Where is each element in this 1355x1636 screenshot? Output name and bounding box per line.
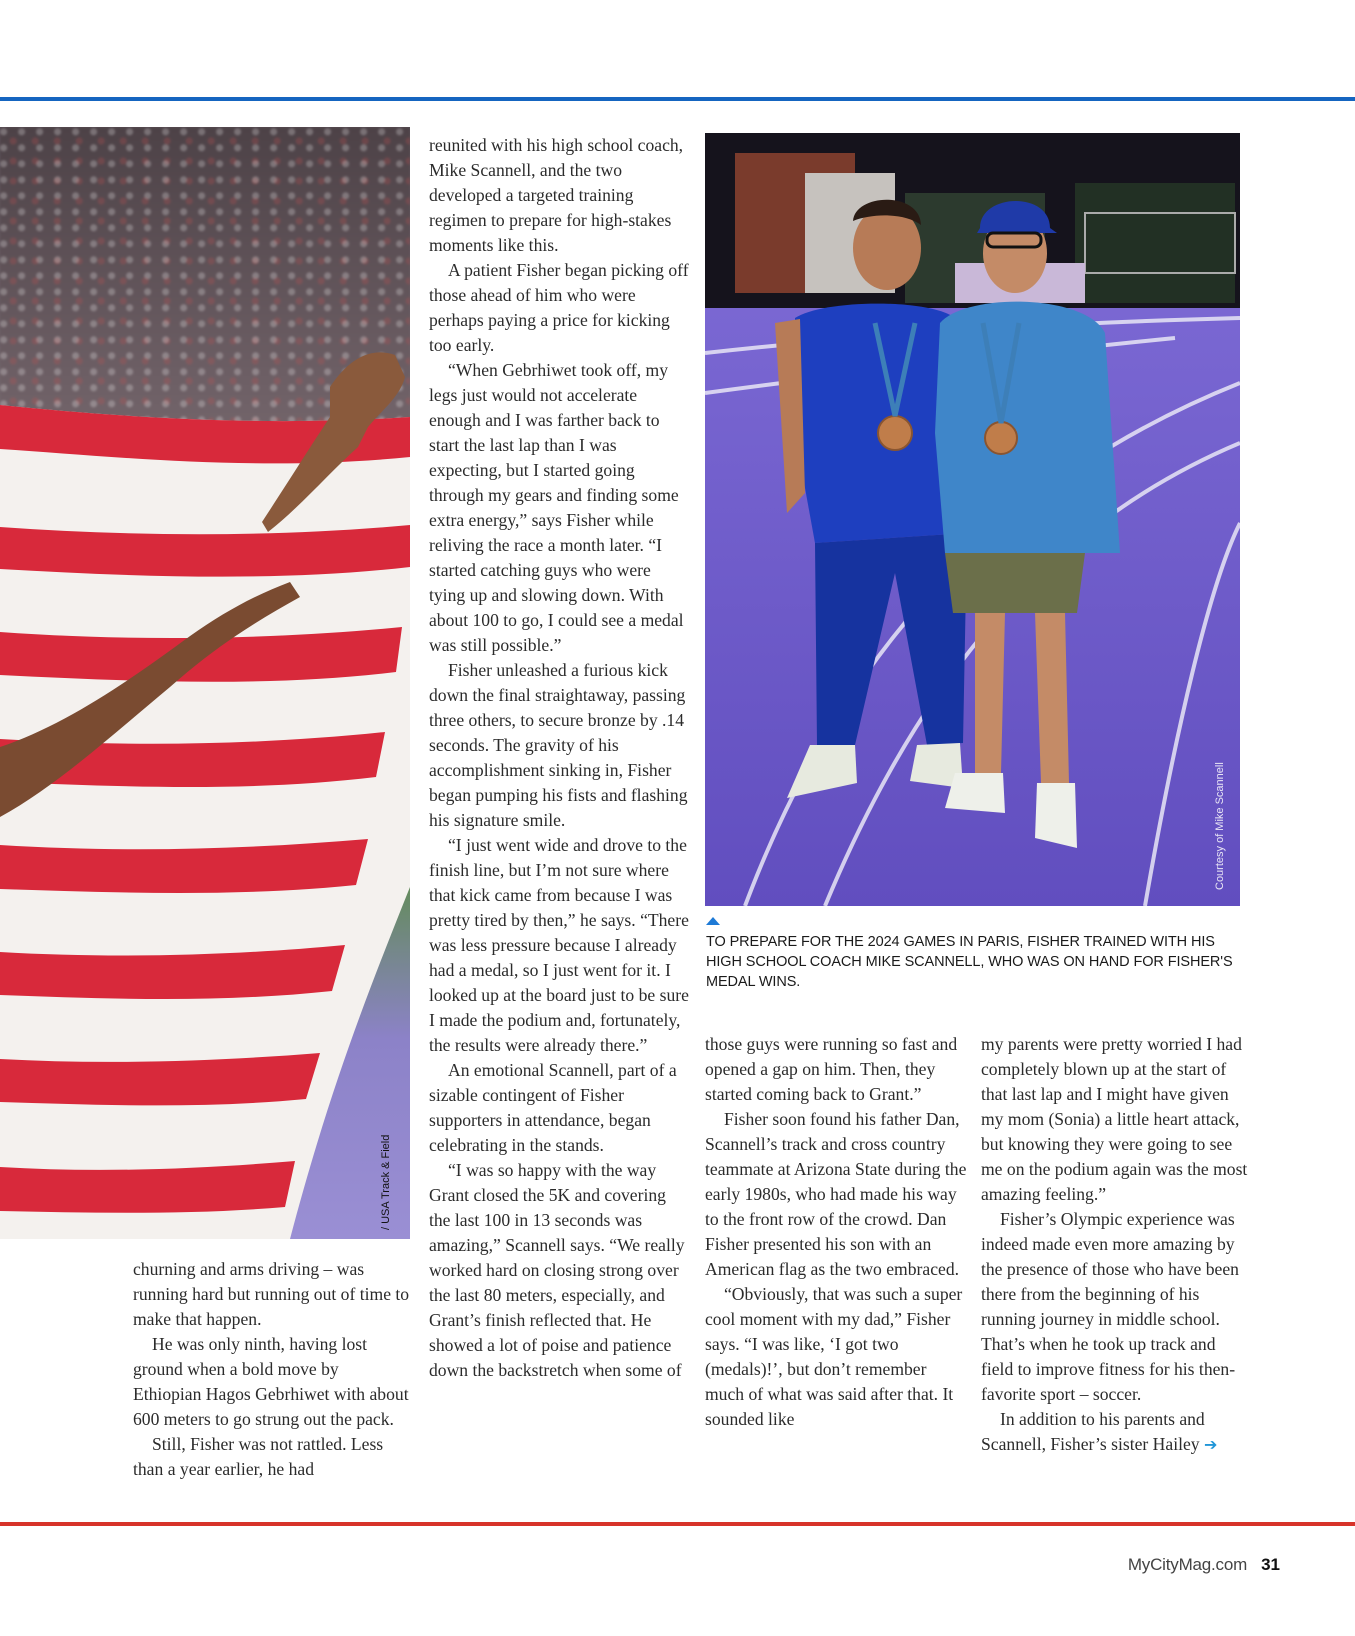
paragraph [981, 1407, 1251, 1457]
continue-arrow-icon: ➔ [1204, 1435, 1218, 1454]
article-column-4 [981, 1032, 1251, 1457]
paragraph: my parents were pretty worried I had completely blown up at the start of that last lap and I might have given my mom (Sonia) a little heart attack, but knowing they were going to see me on the podium again was the most amazing feeling.” [981, 1034, 1248, 1204]
flag-photo-credit: / USA Track & Field [380, 1134, 392, 1230]
caption-arrow-icon [706, 917, 720, 925]
article-column-1 [133, 1257, 411, 1482]
article-column-2 [429, 133, 689, 1383]
page-footer [1128, 1555, 1280, 1575]
paragraph: A patient Fisher began picking off those ahead of him who were perhaps paying a price for kicking too early. [429, 260, 689, 355]
paragraph: reunited with his high school coach, Mike Scannell, and the two developed a targeted training regimen to prepare for high-stakes moments like this. [429, 135, 684, 255]
american-flag-illustration [0, 127, 410, 1239]
athletes-photo-credit: Courtesy of Mike Scannell [1214, 762, 1226, 890]
athletes-photo [705, 133, 1240, 906]
paragraph: churning and arms driving – was running hard but running out of time to make that happen. [133, 1259, 410, 1329]
flag-photo [0, 127, 410, 1239]
article-column-3 [705, 1032, 968, 1432]
paragraph: He was only ninth, having lost ground when a bold move by Ethiopian Hagos Gebrhiwet with about 600 meters to go strung out the pack. [133, 1334, 409, 1429]
page-number: 31 [1261, 1555, 1280, 1574]
website-label: MyCityMag.com [1127, 1555, 1248, 1574]
paragraph: “When Gebrhiwet took off, my legs just would not accelerate enough and I was farther back to start the last lap than I was expecting, but I started going through my gears and finding some extra energy,” says Fisher while reliving the race a month later. “I started catching guys who were tying up and slowing down. With about 100 to go, I could see a medal was still possible.” [429, 360, 684, 655]
paragraph: Fisher unleashed a furious kick down the final straightaway, passing three others, to secure bronze by .14 seconds. The gravity of his accomplishment sinking in, Fisher began pumping his fists and flashing his signature smile. [429, 660, 688, 830]
paragraph: “I was so happy with the way Grant closed the 5K and covering the last 100 in 13 seconds was amazing,” Scannell says. “We really worked hard on closing strong over the last 80 meters, especially, and Grant’s finish reflected that. He showed a lot of poise and patience down the backstretch when some of [429, 1160, 685, 1380]
paragraph: “I just went wide and drove to the finish line, but I’m not sure where that kick came from because I was pretty tired by then,” he says. “There was less pressure because I already had a medal, so I just went for it. I looked up at the board just to be sure I made the podium and, fortunately, the results were already there.” [429, 835, 689, 1055]
athletes-with-medals-illustration [705, 133, 1240, 906]
bottom-rule [0, 1522, 1355, 1526]
photo-caption: TO PREPARE FOR THE 2024 GAMES IN PARIS, FISHER TRAINED WITH HIS HIGH SCHOOL COACH MIKE SCANNELL, WHO WAS ON HAND FOR FISHER'S MEDAL WINS. [706, 934, 1233, 990]
paragraph-text: In addition to his parents and Scannell, Fisher’s sister Hailey [981, 1409, 1205, 1454]
paragraph: Fisher’s Olympic experience was indeed made even more amazing by the presence of those who have been there from the beginning of his running journey in middle school. That’s when he took up track and field to improve fitness for his then-favorite sport – soccer. [981, 1209, 1239, 1404]
top-rule [0, 97, 1355, 101]
paragraph: Still, Fisher was not rattled. Less than a year earlier, he had [133, 1434, 384, 1479]
paragraph: those guys were running so fast and opened a gap on him. Then, they started coming back to Grant.” [705, 1034, 958, 1104]
paragraph: “Obviously, that was such a super cool moment with my dad,” Fisher says. “I was like, ‘I got two (medals)!’, but don’t remember much of what was said after that. It sounded like [705, 1284, 963, 1429]
paragraph: An emotional Scannell, part of a sizable contingent of Fisher supporters in attendance, began celebrating in the stands. [429, 1060, 677, 1155]
paragraph: Fisher soon found his father Dan, Scannell’s track and cross country teammate at Arizona State during the early 1980s, who had made his way to the front row of the crowd. Dan Fisher presented his son with an American flag as the two embraced. [705, 1109, 967, 1279]
